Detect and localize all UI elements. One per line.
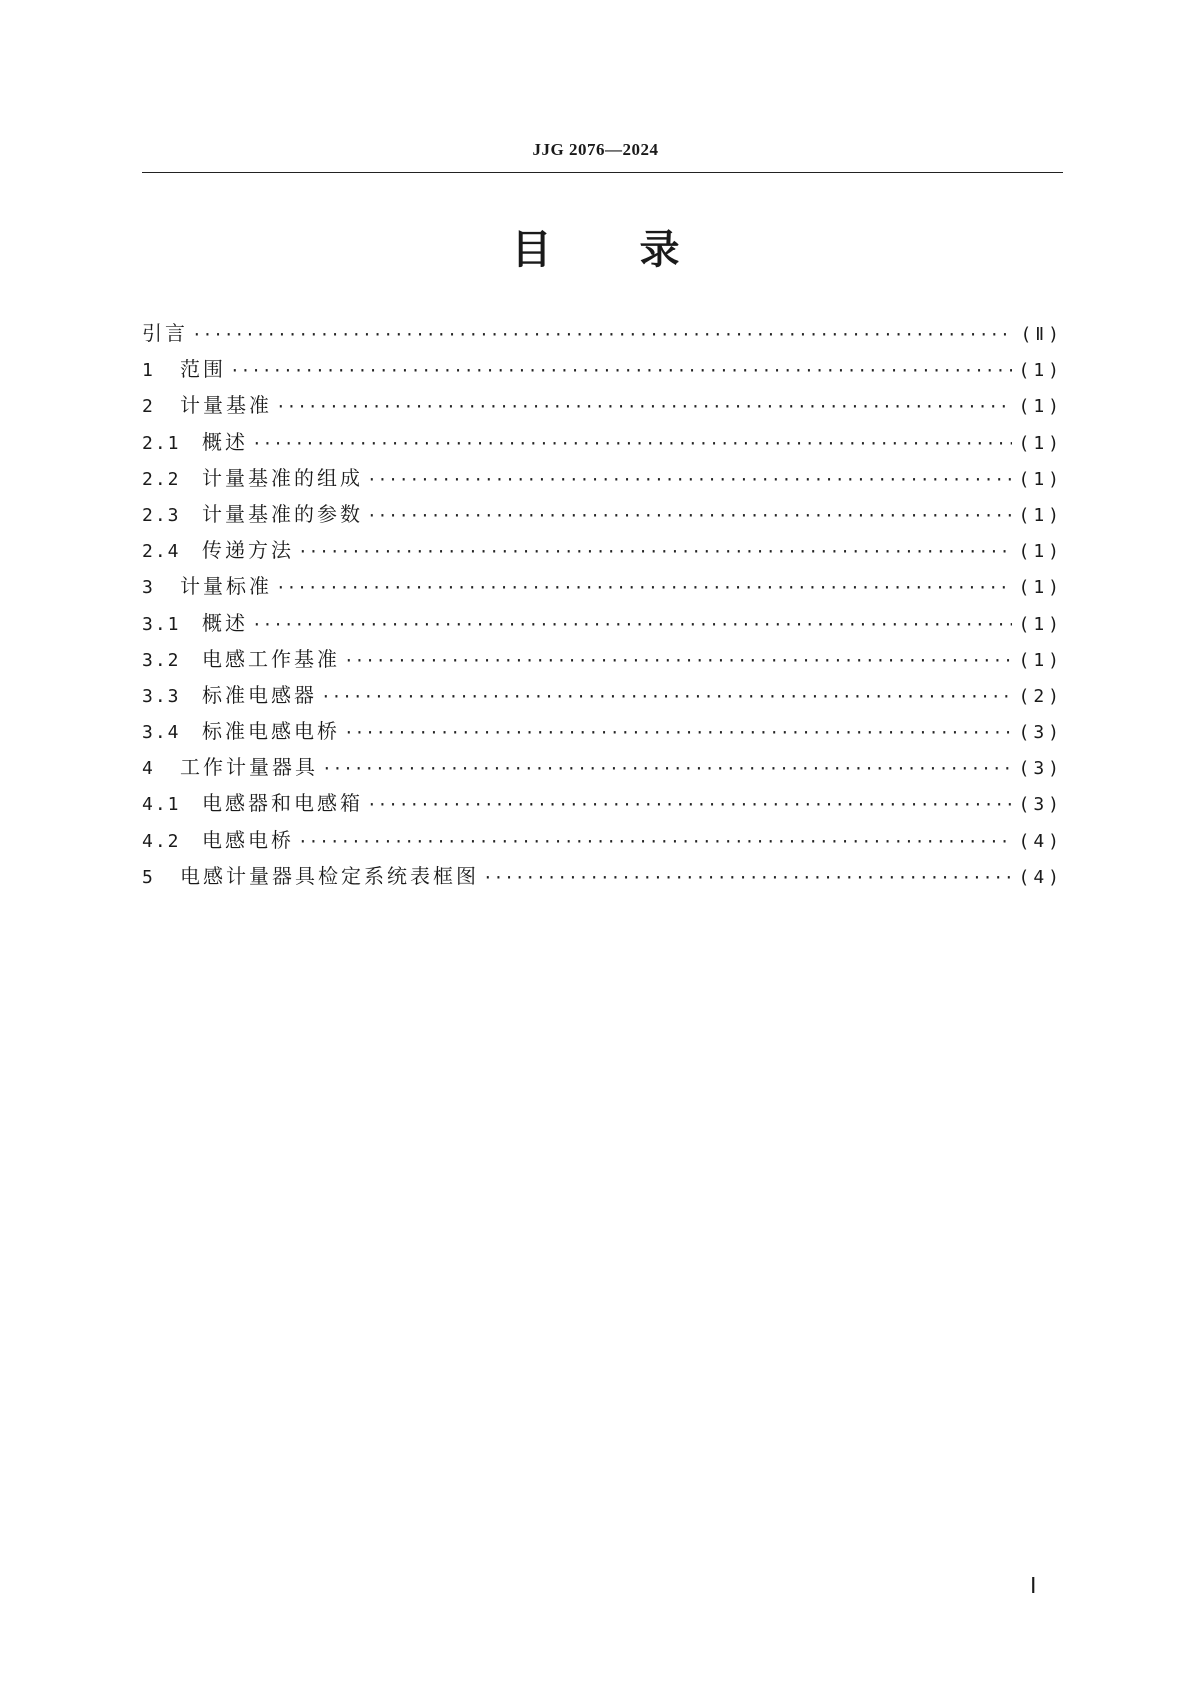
toc-entry-number: 4 bbox=[142, 758, 155, 780]
toc-entry-number: 2.4 bbox=[142, 541, 181, 563]
toc-leader-dots bbox=[252, 607, 1012, 643]
toc-entry[interactable] bbox=[142, 785, 1063, 821]
toc-entry-page: (1) bbox=[1018, 504, 1063, 526]
toc-entry-label: 电感器和电感箱 bbox=[202, 791, 363, 816]
page-title bbox=[0, 226, 1191, 274]
toc-entry-page: (3) bbox=[1018, 722, 1063, 744]
toc-entry-number: 2 bbox=[142, 396, 155, 418]
toc-leader-dots bbox=[252, 426, 1012, 462]
toc-entry-number: 3.4 bbox=[142, 722, 181, 744]
toc-entry-label: 电感电桥 bbox=[202, 827, 294, 852]
toc-entry[interactable] bbox=[142, 605, 1063, 641]
toc-entry-page: (1) bbox=[1018, 432, 1063, 454]
toc-entry-number: 2.2 bbox=[142, 468, 181, 490]
toc-entry[interactable] bbox=[142, 424, 1063, 460]
title-char-2: 录 bbox=[639, 227, 680, 273]
toc-leader-dots bbox=[298, 534, 1012, 570]
toc-leader-dots bbox=[192, 317, 1014, 353]
toc-entry[interactable] bbox=[142, 677, 1063, 713]
toc-leader-dots bbox=[367, 498, 1012, 534]
toc-entry[interactable] bbox=[142, 858, 1063, 894]
title-char-1: 目 bbox=[511, 227, 552, 273]
toc-entry[interactable] bbox=[142, 822, 1063, 858]
toc-entry-number: 3 bbox=[142, 577, 155, 599]
toc-entry-number: 4.1 bbox=[142, 794, 181, 816]
toc-leader-dots bbox=[367, 462, 1012, 498]
toc-entry-page: (1) bbox=[1018, 649, 1063, 671]
toc-entry[interactable] bbox=[142, 749, 1063, 785]
toc-entry-label: 引言 bbox=[142, 321, 188, 345]
toc-entry-page: (Ⅱ) bbox=[1020, 324, 1063, 345]
toc-entry-label: 标准电感电桥 bbox=[202, 719, 340, 744]
toc-entry-page: (3) bbox=[1018, 758, 1063, 780]
toc-entry-number: 2.1 bbox=[142, 432, 181, 454]
toc-entry-label: 电感计量器具检定系统表框图 bbox=[180, 863, 479, 888]
toc-entry[interactable] bbox=[142, 568, 1063, 604]
toc-entry-label: 工作计量器具 bbox=[180, 755, 318, 780]
toc-entry-number: 4.2 bbox=[142, 830, 181, 852]
toc-entry-label: 计量基准的组成 bbox=[202, 465, 363, 490]
toc-entry[interactable] bbox=[142, 641, 1063, 677]
toc-entry-label: 标准电感器 bbox=[202, 682, 317, 707]
toc-leader-dots bbox=[276, 570, 1012, 606]
toc-entry-number: 5 bbox=[142, 866, 155, 888]
toc-entry-page: (1) bbox=[1018, 613, 1063, 635]
toc-entry-label: 电感工作基准 bbox=[202, 646, 340, 671]
toc-entry[interactable] bbox=[142, 532, 1063, 568]
toc-entry-page: (4) bbox=[1018, 866, 1063, 888]
toc-entry-label: 传递方法 bbox=[202, 538, 294, 563]
toc-leader-dots bbox=[367, 787, 1012, 823]
toc-entry[interactable] bbox=[142, 460, 1063, 496]
toc-leader-dots bbox=[344, 643, 1012, 679]
toc-entry-page: (4) bbox=[1018, 830, 1063, 852]
table-of-contents bbox=[142, 315, 1063, 894]
toc-leader-dots bbox=[298, 824, 1012, 860]
toc-entry-number: 2.3 bbox=[142, 504, 181, 526]
toc-entry-page: (1) bbox=[1018, 577, 1063, 599]
toc-entry-number: 3.2 bbox=[142, 649, 181, 671]
toc-leader-dots bbox=[230, 353, 1012, 389]
toc-entry-page: (3) bbox=[1018, 794, 1063, 816]
page-number: Ⅰ bbox=[1030, 1573, 1037, 1598]
toc-leader-dots bbox=[322, 751, 1012, 787]
toc-leader-dots bbox=[483, 860, 1012, 896]
toc-entry[interactable] bbox=[142, 351, 1063, 387]
toc-entry[interactable] bbox=[142, 496, 1063, 532]
toc-entry-number: 3.1 bbox=[142, 613, 181, 635]
document-code-header: JJG 2076—2024 bbox=[532, 140, 659, 159]
toc-entry[interactable] bbox=[142, 387, 1063, 423]
toc-entry-label: 计量基准 bbox=[180, 393, 272, 418]
toc-entry-page: (1) bbox=[1018, 396, 1063, 418]
toc-entry-page: (1) bbox=[1018, 468, 1063, 490]
toc-entry-page: (2) bbox=[1018, 685, 1063, 707]
toc-entry-page: (1) bbox=[1018, 541, 1063, 563]
toc-leader-dots bbox=[344, 715, 1012, 751]
toc-entry-label: 范围 bbox=[180, 357, 226, 382]
toc-entry-number: 1 bbox=[142, 360, 155, 382]
header-divider bbox=[142, 172, 1063, 173]
toc-entry-label: 概述 bbox=[202, 610, 248, 635]
toc-entry-label: 计量基准的参数 bbox=[202, 501, 363, 526]
toc-entry-page: (1) bbox=[1018, 360, 1063, 382]
toc-entry-number: 3.3 bbox=[142, 685, 181, 707]
toc-entry-label: 计量标准 bbox=[180, 574, 272, 599]
toc-entry-label: 概述 bbox=[202, 429, 248, 454]
toc-leader-dots bbox=[321, 679, 1012, 715]
toc-entry[interactable] bbox=[142, 315, 1063, 351]
toc-entry[interactable] bbox=[142, 713, 1063, 749]
toc-leader-dots bbox=[276, 389, 1012, 425]
